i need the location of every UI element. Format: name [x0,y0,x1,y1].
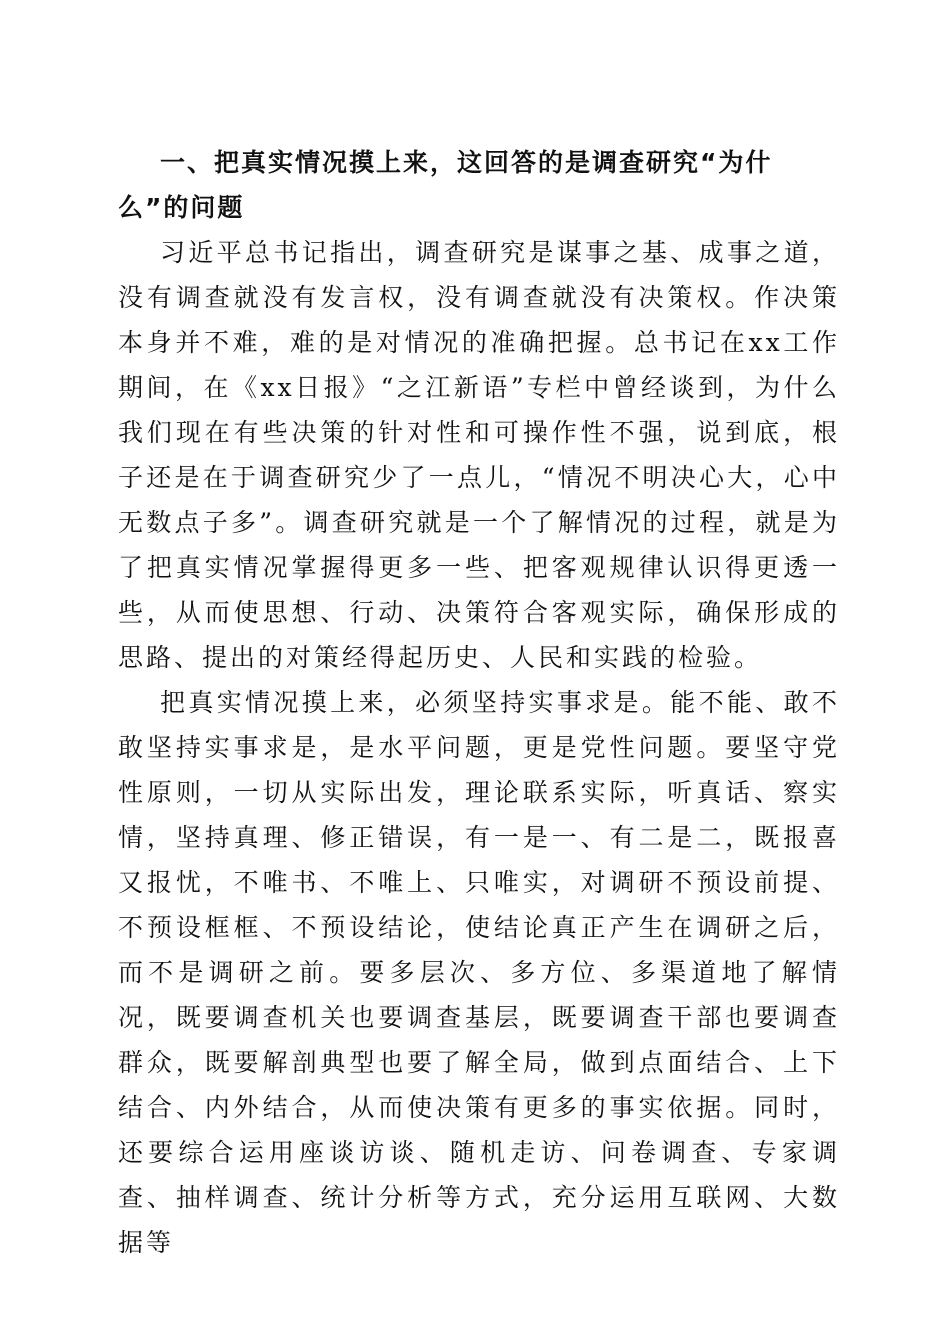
paragraph-2: 把真实情况摸上来，必须坚持实事求是。能不能、敢不敢坚持实事求是，是水平问题，更是党性问题。要坚守党性原则，一切从实际出发，理论联系实际，听真话、察实情，坚持真理、修正错误，有一是一、有二是二，既报喜又报忧，不唯书、不唯上、只唯实，对调研不预设前提、不预设框框、不预设结论，使结论真正产生在调研之后，而不是调研之前。要多层次、多方位、多渠道地了解情况，既要调查机关也要调查基层，既要调查干部也要调查群众，既要解剖典型也要了解全局，做到点面结合、上下结合、内外结合，从而使决策有更多的事实依据。同时，还要综合运用座谈访谈、随机走访、问卷调查、专家调查、抽样调查、统计分析等方式，充分运用互联网、大数据等 [118,688,840,1257]
section-heading: 一、把真实情况摸上来，这回答的是调查研究“为什么”的问题 [118,148,773,222]
paragraph-1: 习近平总书记指出，调查研究是谋事之基、成事之道，没有调查就没有发言权，没有调查就没有决策权。作决策本身并不难，难的是对情况的准确把握。总书记在xx工作期间，在《xx日报》“之江新语”专栏中曾经谈到，为什么我们现在有些决策的针对性和可操作性不强，说到底，根子还是在于调查研究少了一点儿，“情况不明决心大，心中无数点子多”。调查研究就是一个了解情况的过程，就是为了把真实情况掌握得更多一些、把客观规律认识得更透一些，从而使思想、行动、决策符合客观实际，确保形成的思路、提出的对策经得起历史、人民和实践的检验。 [118,238,840,672]
document-body [118,140,840,1265]
